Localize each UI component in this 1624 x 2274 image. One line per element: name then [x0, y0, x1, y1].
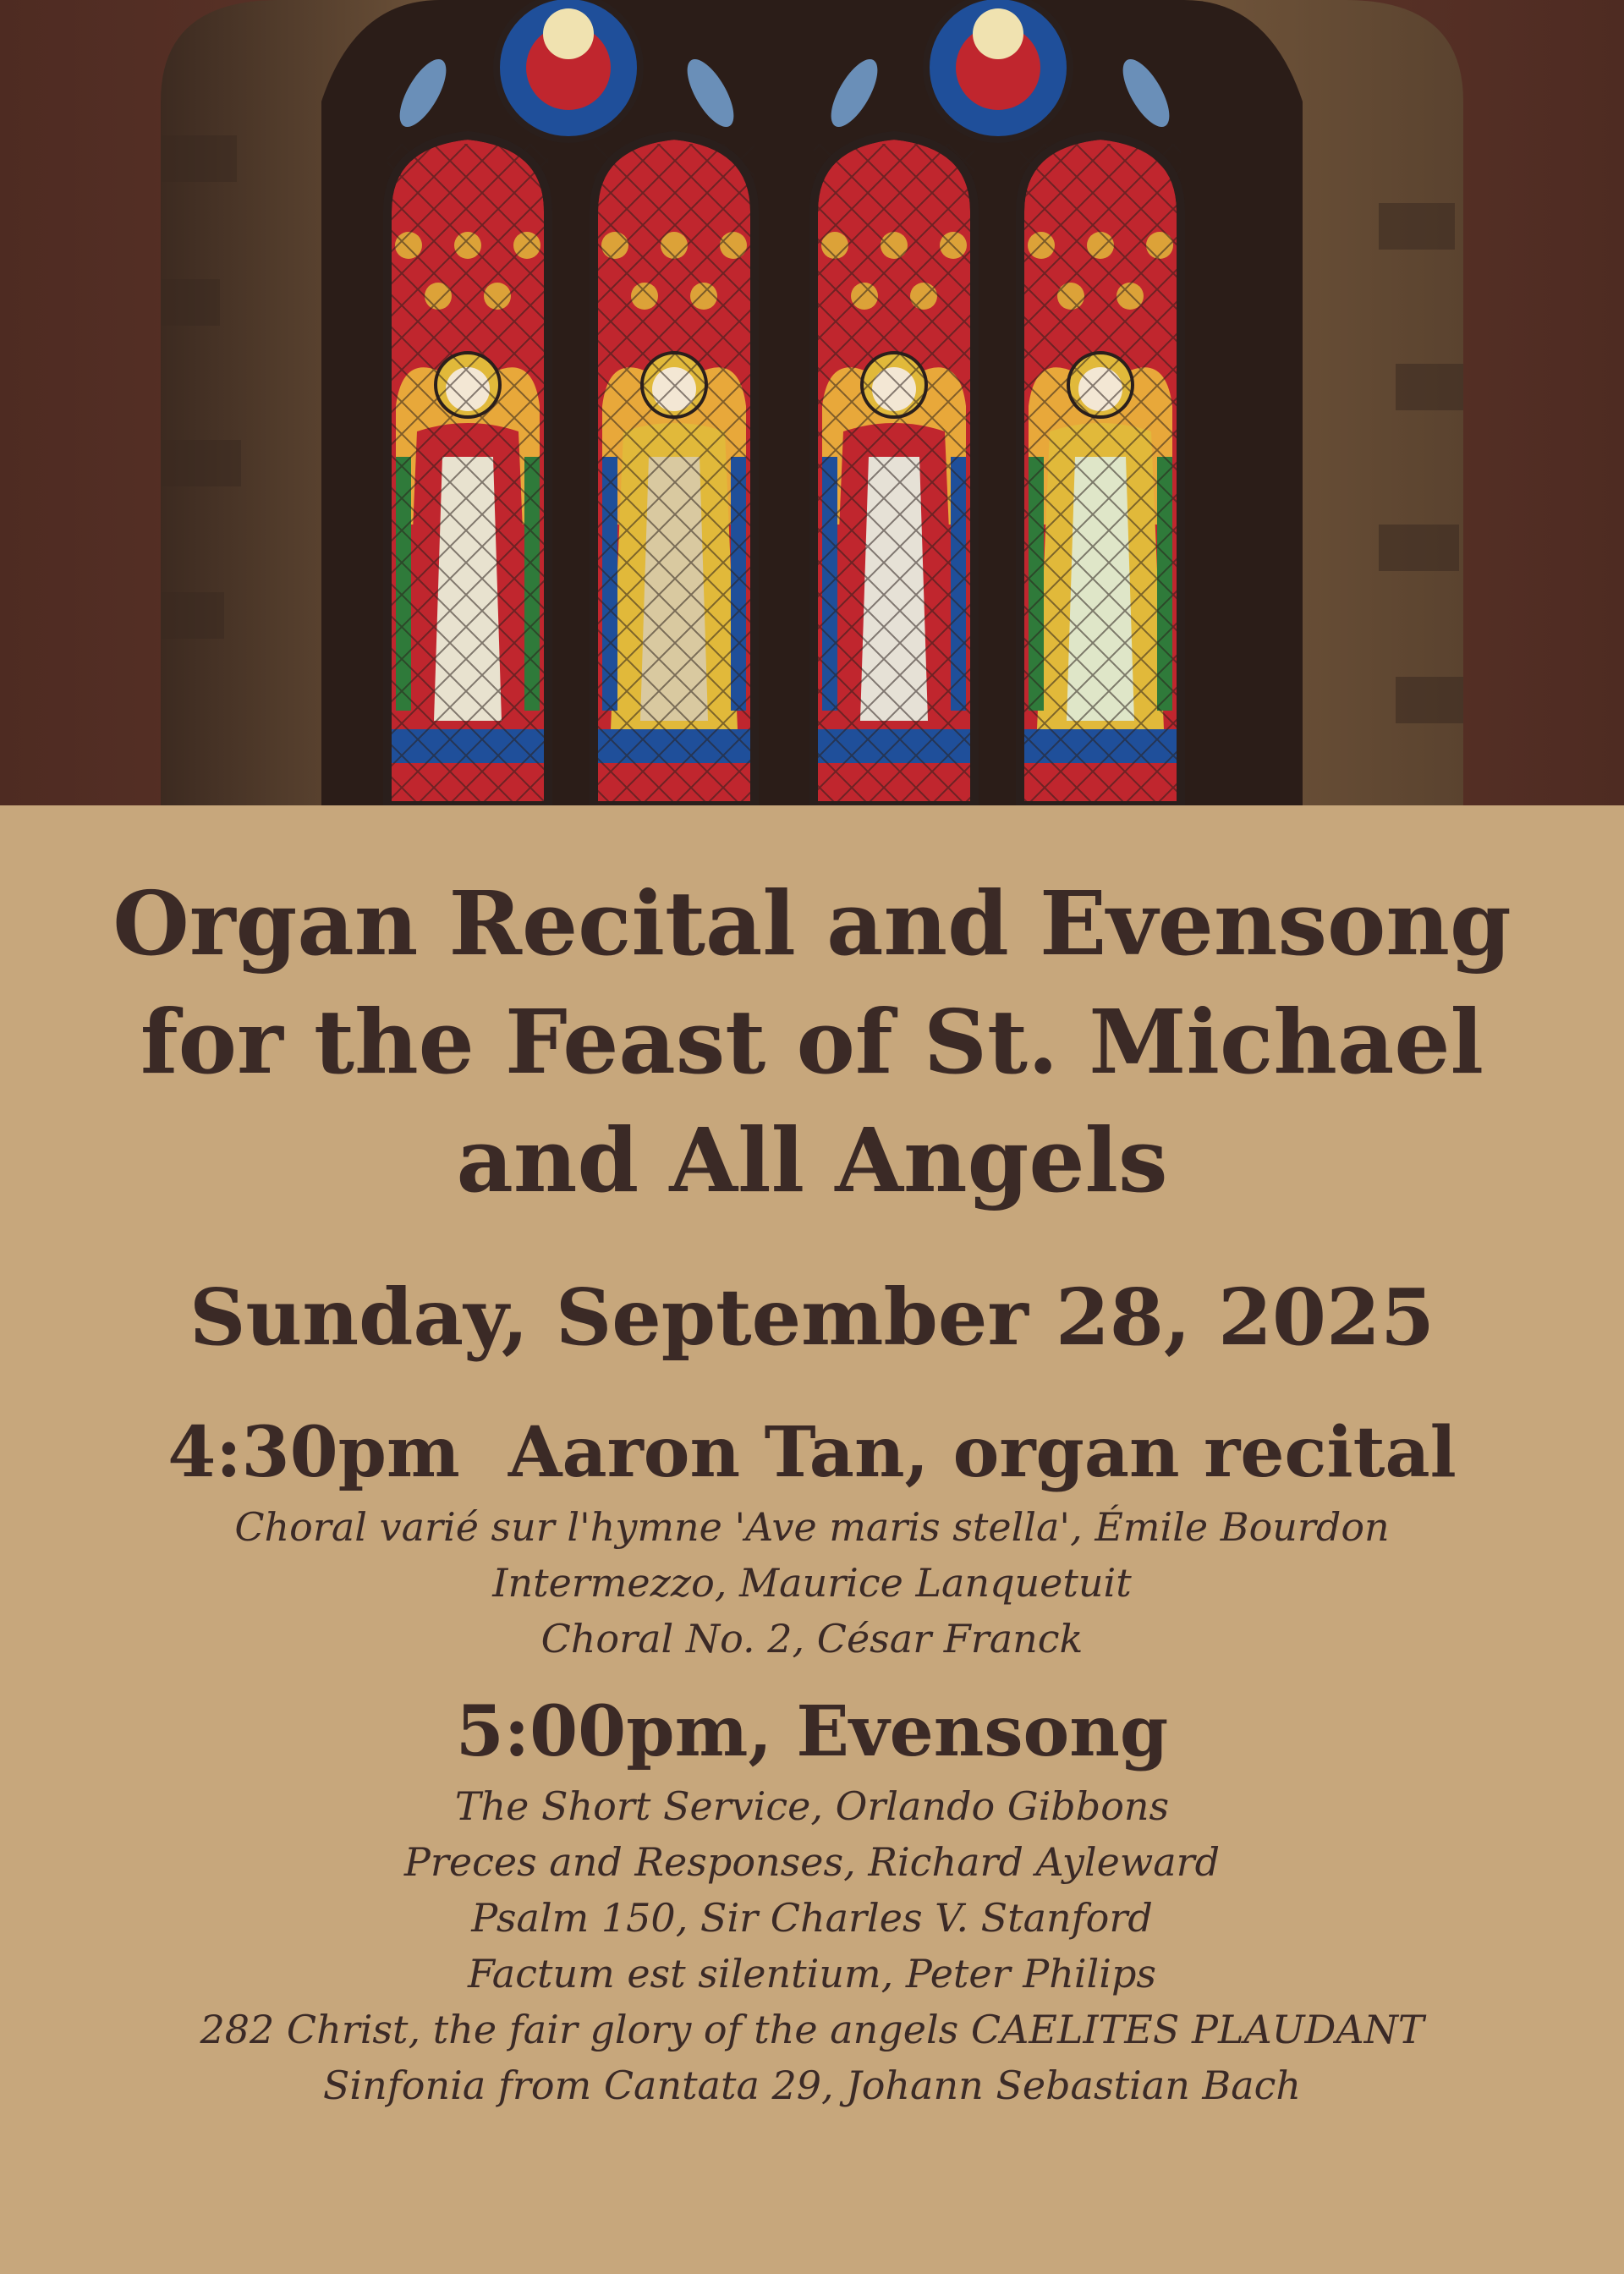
lancet-window	[387, 135, 548, 805]
evensong-heading: 5:00pm, Evensong	[455, 1691, 1169, 1772]
program-item: 282 Christ, the fair glory of the angels CAELITES PLAUDANT	[200, 2007, 1424, 2052]
lancet-window	[594, 135, 754, 805]
lancet-window	[1020, 135, 1181, 805]
program-item: Intermezzo, Maurice Lanquetuit	[492, 1560, 1132, 1606]
lancet-window	[814, 135, 974, 805]
recital-heading: 4:30pm Aaron Tan, organ recital	[167, 1412, 1457, 1493]
event-details	[0, 805, 1624, 2274]
program-item: Sinfonia from Cantata 29, Johann Sebastian Bach	[322, 2063, 1302, 2108]
evensong-program	[0, 1778, 1624, 2113]
program-item: Psalm 150, Sir Charles V. Stanford	[471, 1895, 1153, 1941]
program-item: Choral varié sur l'hymne 'Ave maris stella', Émile Bourdon	[234, 1504, 1390, 1550]
event-date: Sunday, September 28, 2025	[189, 1272, 1435, 1363]
program-item: Factum est silentium, Peter Philips	[467, 1951, 1157, 1997]
stained-glass-window-image	[0, 0, 1624, 805]
recital-program	[0, 1499, 1624, 1667]
title-line: and All Angels	[456, 1108, 1168, 1212]
program-item: The Short Service, Orlando Gibbons	[454, 1783, 1170, 1829]
program-item: Choral No. 2, César Franck	[540, 1616, 1084, 1662]
program-item: Preces and Responses, Richard Ayleward	[403, 1839, 1221, 1885]
title-line: Organ Recital and Evensong	[112, 871, 1512, 975]
title-line: for the Feast of St. Michael	[140, 990, 1484, 1094]
event-title	[0, 865, 1624, 1220]
